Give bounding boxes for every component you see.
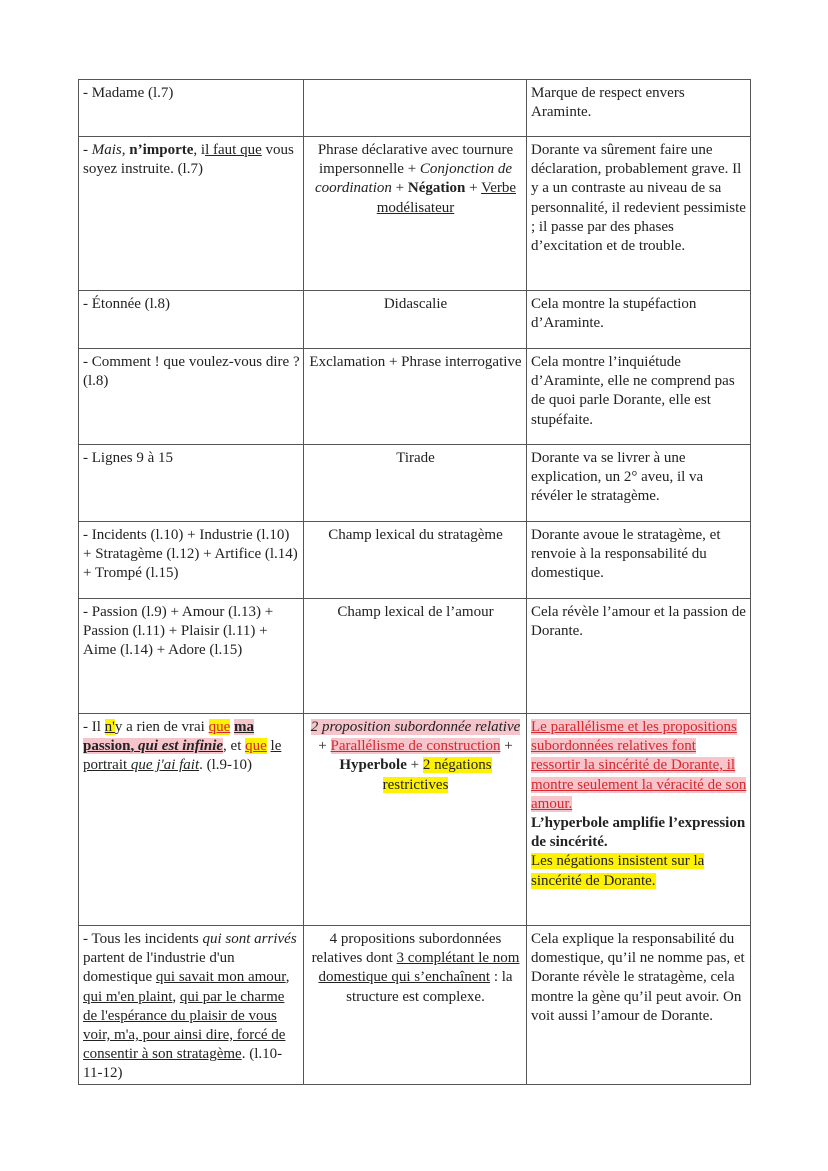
quote-cell [79,80,304,137]
text-run: Phrase déclarative avec tournure impersonnelle + [317,142,514,178]
cell-text: Dorante avoue le stratagème, et renvoie à la responsabilité du domestique. [531,527,721,582]
text-run: y a rien de vrai [114,719,209,735]
cell-text: - Lignes 9 à 15 [83,450,173,466]
text-run: Mais [91,142,122,158]
cell-text: Didascalie [383,296,448,312]
cell-text: Champ lexical de l’amour [337,604,494,620]
table-row [79,80,751,137]
text-run: + [391,180,408,197]
text-run: . (l.10-11-12) [83,1046,283,1082]
quote-cell [79,926,304,1085]
process-cell [304,291,527,349]
text-run: n' [104,719,115,735]
cell-text: - Incidents (l.10) + Industrie (l.10) + Stratagème (l.12) + Artifice (l.14) + Trompé (l.15) [83,527,298,582]
interpretation-cell [527,599,751,714]
text-run: - [83,142,92,158]
quote-cell [79,599,304,714]
text-run: qui par le charme de l'espérance du plaisir de vous voir, m'a, pour ainsi dire, forcé de consentir à son stratagème [83,988,286,1063]
text-run: Le parallélisme et les propositions subordonnées relatives font ressortir la sincérité de Dorante, il montre seulement la véracité de son amour. [531,719,747,812]
cell-text: - Comment ! que voulez-vous dire ? (l.8) [83,354,300,390]
table-row [79,714,751,926]
text-run: qui est infinie [138,738,224,755]
table-row [79,349,751,445]
analysis-table [78,79,751,1085]
interpretation-cell [527,926,751,1085]
text-run: l faut que [205,142,262,158]
interpretation-cell [527,137,751,291]
cell-text: Champ lexical du stratagème [328,527,503,543]
text-run: que [245,738,267,755]
text-run: n’importe [129,142,194,158]
cell-text: Cela montre l’inquiétude d’Araminte, elle ne comprend pas de quoi parle Dorante, elle est stupéfaite. [531,354,735,428]
cell-text: Cela explique la responsabilité du domestique, qu’il ne nomme pas, et Dorante révèle le stratagème, cela montre la gène qu’il peut avoir. On voit aussi l’amour de Dorante. [531,931,745,1024]
quote-cell [79,522,304,599]
text-run: Les négations insistent sur la sincérité de Dorante. [531,853,705,889]
text-run: partent de l'industrie d'un domestique [83,950,235,986]
text-run: Conjonction de coordination [314,161,512,197]
quote-cell [79,349,304,445]
quote-cell [79,137,304,291]
parallelism-note [531,718,747,814]
text-run: 2 proposition subordonnée relative [310,719,521,735]
interpretation-cell [527,445,751,522]
text-run: 3 complétant le nom domestique qui s’enchaînent [318,950,520,986]
text-run: - Il [83,719,105,735]
text-run: . (l.9-10) [199,757,253,774]
text-run: 2 négations restrictives [382,757,492,793]
text-run: que j'ai fait [130,757,200,774]
cell-text: - Passion (l.9) + Amour (l.13) + Passion (l.11) + Plaisir (l.11) + Aime (l.14) + Adore (l.15) [83,604,274,659]
interpretation-cell [527,349,751,445]
cell-text: Cela révèle l’amour et la passion de Dorante. [531,604,746,640]
cell-text: Exclamation + Phrase interrogative [309,354,522,370]
text-run: vous soyez instruite. (l.7) [83,142,294,178]
cell-text: - Madame (l.7) [83,85,174,101]
cell-text: Dorante va sûrement faire une déclaration, probablement grave. Il y a un contraste au niveau de sa personnalité, il redevient pessimiste ; il passe par des phases d’excitation et de trouble. [531,142,746,255]
text-run: Parallélisme de construction [330,738,501,755]
table-row [79,522,751,599]
text-run: ma passion [83,719,255,755]
negation-note [531,852,747,890]
quote-cell [79,291,304,349]
text-run: Verbe modélisateur [376,180,517,216]
process-cell [304,522,527,599]
text-run: le portrait [83,738,282,774]
table-row [79,137,751,291]
interpretation-cell [527,714,751,926]
hyperbole-note: L’hyperbole amplifie l’expression de sincérité. [531,815,746,851]
text-run: qui savait mon amour [155,969,286,986]
process-cell [304,137,527,291]
text-run: + [318,738,331,755]
interpretation-cell [527,291,751,349]
process-cell [304,599,527,714]
text-run: Hyperbole [339,757,407,774]
process-cell [304,926,527,1085]
quote-cell [79,714,304,926]
cell-text: Marque de respect envers Araminte. [531,85,685,121]
text-run: que [208,719,231,735]
process-cell [304,714,527,926]
text-run: , [172,988,180,1005]
text-run: qui m'en plaint [83,988,173,1005]
cell-text: Cela montre la stupéfaction d’Araminte. [531,296,697,332]
quote-cell [79,445,304,522]
text-run: : la structure est complexe. [346,969,513,1005]
text-run: - Tous les incidents [83,931,203,947]
interpretation-cell [527,522,751,599]
cell-text: Tirade [396,450,435,466]
table-row [79,291,751,349]
text-run: + [406,757,423,774]
text-run: , i [193,142,206,158]
text-run: Négation [407,180,466,197]
table-row [79,445,751,522]
text-run: qui sont arrivés [202,931,297,947]
table-row [79,599,751,714]
process-cell [304,445,527,522]
interpretation-cell [527,80,751,137]
text-run: + [465,180,482,197]
table-row [79,926,751,1085]
text-run: , [121,142,130,158]
cell-text: - Étonnée (l.8) [83,296,171,312]
process-cell [304,80,527,137]
text-run: , [285,969,290,986]
text-run: + [500,738,513,755]
text-run: 4 propositions subordonnées relatives dont [311,931,502,967]
cell-text: Dorante va se livrer à une explication, un 2° aveu, il va révéler le stratagème. [531,450,704,505]
text-run: , et [223,738,246,755]
process-cell [304,349,527,445]
text-run: , [130,738,139,755]
